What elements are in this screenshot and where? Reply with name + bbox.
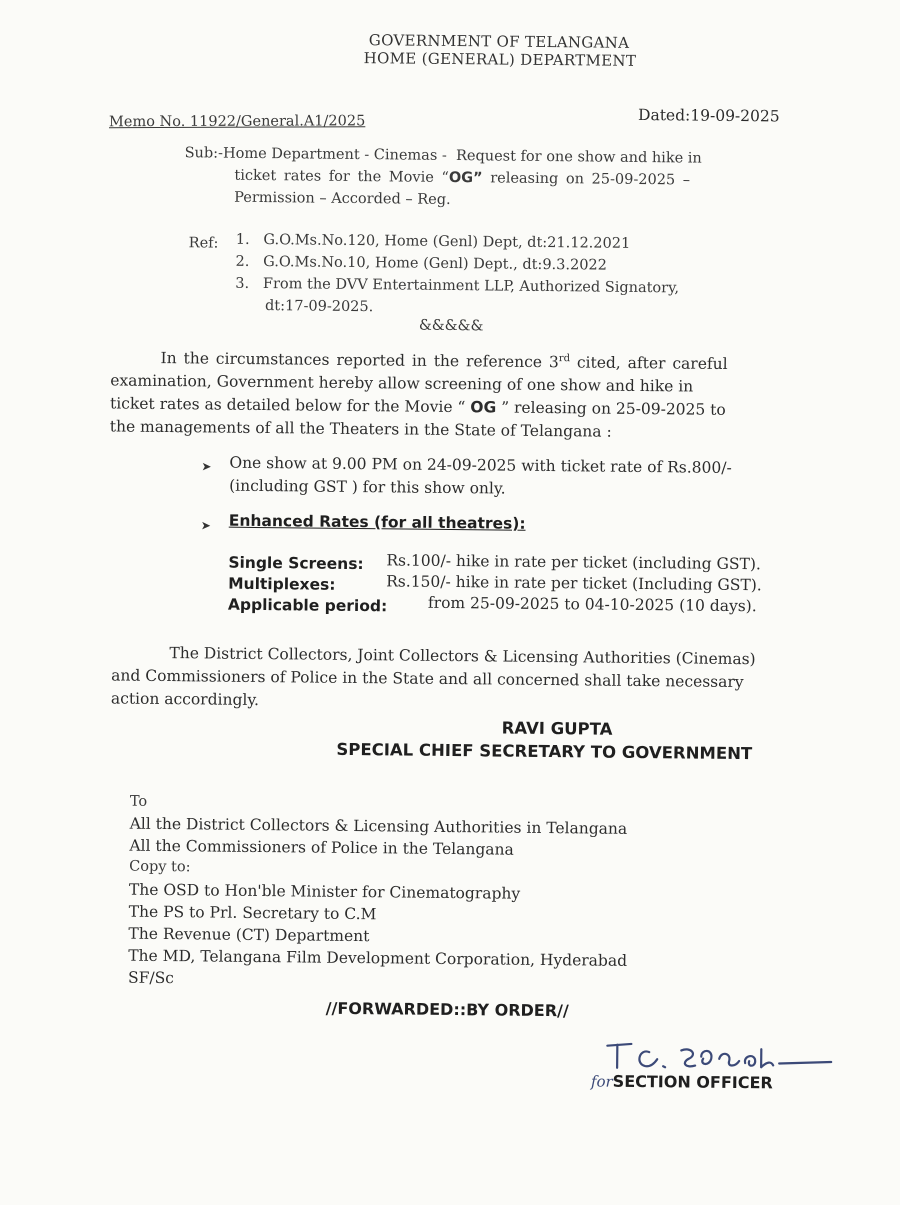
copy-recipient: SF/Sc [127,968,175,988]
body-line-3 [110,394,726,418]
subject-line-1 [185,145,702,166]
body-text: cited, after careful [569,353,728,374]
show-bullet-line-2: (including GST ) for this show only. [229,476,506,498]
body-line-2: examination, Government hereby allow screening of one show and hike in [110,371,694,396]
arrow-bullet-icon: ➤ [201,459,212,474]
subject-request: Request for one show and hike in [455,148,702,167]
subject-release: releasing on 25-09-2025 – [490,170,691,189]
subject-ticket-rates: ticket rates for the Movie “ [234,167,449,186]
closing-line-1: The District Collectors, Joint Collectors & Licensing Authorities (Cinemas) [169,644,756,669]
section-officer-title: SECTION OFFICER [612,1071,773,1093]
subject-movie-name: OG” [448,169,483,187]
memo-date: Dated:19-09-2025 [637,105,780,126]
header-government: GOVERNMENT OF TELANGANA [368,31,630,52]
recipient: All the District Collectors & Licensing Authorities in Telangana [129,814,628,838]
reference-separator: &&&&& [418,317,484,335]
reference-label: Ref: [188,235,219,252]
signatory-title: SPECIAL CHIEF SECRETARY TO GOVERNMENT [336,739,753,764]
body-text: ticket rates as detailed below for the Movie “ [109,394,471,417]
show-bullet-line-1: One show at 9.00 PM on 24-09-2025 with ticket rate of Rs.800/- [229,453,732,477]
arrow-bullet-icon: ➤ [200,518,211,533]
reference-number: 3. [235,275,250,292]
reference-item-3-date: dt:17-09-2025. [264,298,374,316]
reference-text: G.O.Ms.No.120, Home (Genl) Dept, dt:21.12.2021 [263,232,631,252]
header-department: HOME (GENERAL) DEPARTMENT [363,49,637,70]
section-officer [591,1072,773,1093]
forwarded-by-order: //FORWARDED::BY ORDER// [325,998,569,1021]
recipient: All the Commissioners of Police in the Telangana [129,836,514,859]
copy-recipient: The PS to Prl. Secretary to C.M [128,902,377,924]
reference-number: 2. [235,253,250,270]
reference-text: G.O.Ms.No.10, Home (Genl) Dept., dt:9.3.2022 [263,254,608,274]
rate-label-applicable-period: Applicable period: [227,595,388,616]
enhanced-rates-heading: Enhanced Rates (for all theatres): [228,511,526,533]
body-text: In the circumstances reported in the reference 3 [160,349,559,372]
memo-number: Memo No. 11922/General.A1/2025 [108,113,366,131]
copy-to-label: Copy to: [129,858,191,876]
closing-line-3: action accordingly. [110,689,260,710]
subject-line-3: Permission – Accorded – Reg. [234,189,451,208]
closing-line-2: and Commissioners of Police in the State and all concerned shall take necessary [111,666,744,692]
reference-number: 1. [235,231,250,248]
body-movie-name: OG [470,398,497,417]
reference-text: From the DVV Entertainment LLP, Authorized Signatory, [262,276,680,297]
to-label: To [129,793,148,810]
body-text: ” releasing on 25-09-2025 to [496,398,726,419]
subject-line-2 [234,168,690,189]
copy-recipient: The OSD to Hon'ble Minister for Cinematography [128,880,521,903]
body-superscript: rd [558,353,571,365]
body-line-1 [160,349,727,373]
reference-item [236,232,631,252]
subject-prefix: Sub:-Home Department - Cinemas - [184,145,447,164]
rate-value-multiplexes: Rs.150/- hike in rate per ticket (Including GST). [386,572,762,595]
reference-item [235,276,679,297]
copy-recipient: The MD, Telangana Film Development Corporation, Hyderabad [128,946,628,970]
rate-value-single-screens: Rs.100/- hike in rate per ticket (including GST). [386,551,761,574]
copy-recipient: The Revenue (CT) Department [128,924,370,946]
rate-label-single-screens: Single Screens: [228,553,364,574]
signatory-name: RAVI GUPTA [501,718,613,739]
for-prefix: for [590,1072,613,1091]
body-line-4: the managements of all the Theaters in the State of Telangana : [109,417,612,441]
reference-item [235,254,607,274]
rate-value-applicable-period: from 25-09-2025 to 04-10-2025 (10 days). [427,593,757,616]
rate-label-multiplexes: Multiplexes: [228,574,336,594]
